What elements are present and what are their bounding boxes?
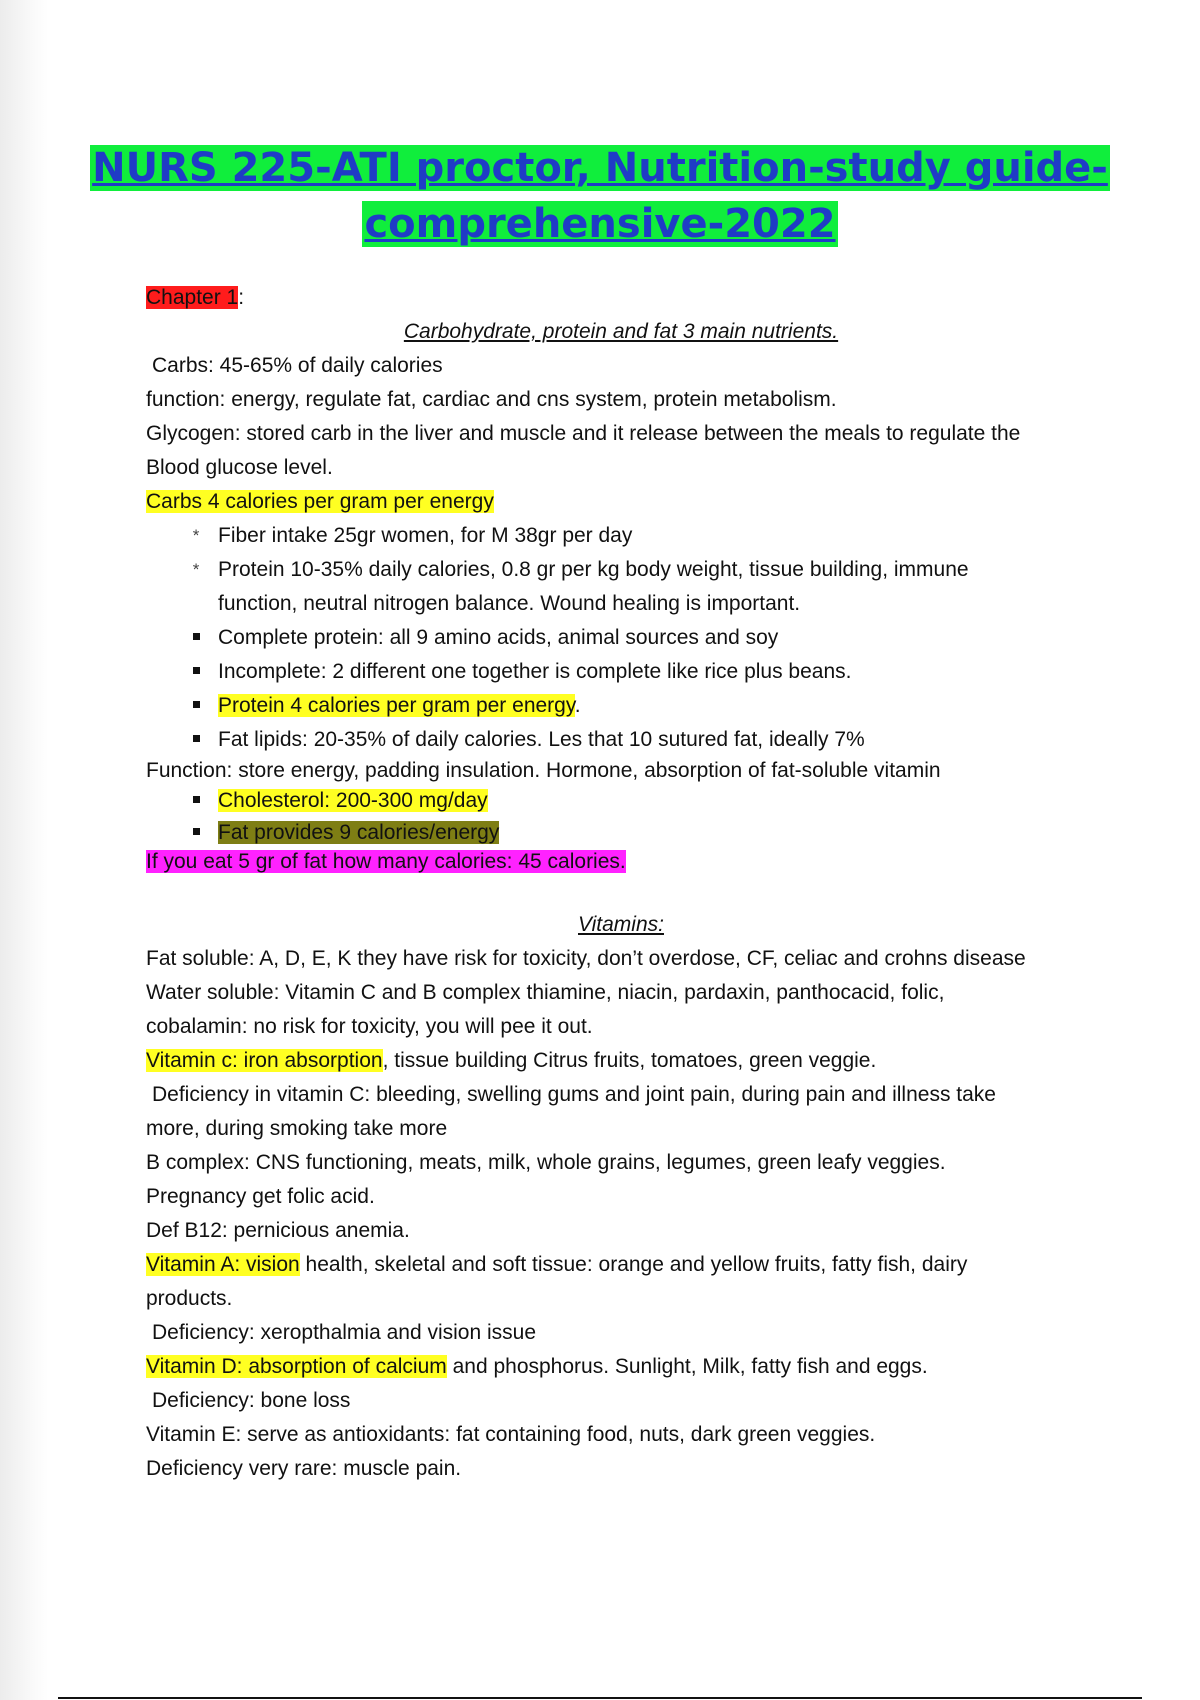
vitamin-a-highlight: Vitamin A: vision (146, 1253, 300, 1276)
chapter-colon: : (238, 286, 245, 309)
b-complex-line: B complex: CNS functioning, meats, milk, whole grains, legumes, green leafy veggies. (146, 1151, 946, 1174)
vitamin-c-deficiency-line-2: more, during smoking take more (146, 1117, 448, 1140)
vitamin-d-deficiency-line: Deficiency: bone loss (152, 1389, 351, 1412)
list-item-text: Fat lipids: 20-35% of daily calories. Les that 10 sutured fat, ideally 7% (218, 728, 865, 751)
list-item (146, 553, 1096, 587)
carbs-calories-highlight: Carbs 4 calories per gram per energy (146, 490, 494, 513)
square-list (146, 621, 1096, 757)
vitamin-e-deficiency-line: Deficiency very rare: muscle pain. (146, 1457, 462, 1480)
fat-calories-highlight: Fat provides 9 calories/energy (218, 821, 500, 844)
chapter-label (146, 281, 1096, 315)
def-b12-line: Def B12: pernicious anemia. (146, 1219, 410, 1242)
protein-calories-highlight: Protein 4 calories per gram per energy (218, 694, 575, 717)
vitamin-c-line (146, 1044, 1096, 1078)
water-soluble-line-2: cobalamin: no risk for toxicity, you will pee it out. (146, 1015, 593, 1038)
list-item (146, 519, 1096, 553)
title-line-1: NURS 225-ATI proctor, Nutrition-study guide- (92, 145, 1108, 191)
square-bullet-icon (186, 784, 206, 818)
list-item-suffix: . (574, 694, 581, 717)
square-bullet-icon (186, 689, 206, 723)
list-item (146, 621, 1096, 655)
fat-soluble-line: Fat soluble: A, D, E, K they have risk for toxicity, don’t overdose, CF, celiac and crohns disease (146, 947, 1026, 970)
carbs-line: Carbs: 45-65% of daily calories (152, 354, 443, 377)
list-item-text: Fiber intake 25gr women, for M 38gr per day (218, 524, 633, 547)
vitamin-a-line (146, 1248, 1096, 1282)
list-item (146, 689, 1096, 723)
square-bullet-icon (186, 818, 206, 848)
list-item-text: Protein 10-35% daily calories, 0.8 gr per kg body weight, tissue building, immune (218, 558, 969, 581)
list-item (146, 723, 1096, 757)
vitamin-c-deficiency-line-1: Deficiency in vitamin C: bleeding, swelling gums and joint pain, during pain and illness take (152, 1083, 996, 1106)
star-bullet-icon: * (192, 526, 200, 545)
section-heading-vitamins: Vitamins: (578, 913, 664, 936)
carbs-calories-line (146, 485, 1096, 519)
vitamin-a-deficiency-line: Deficiency: xeropthalmia and vision issue (152, 1321, 537, 1344)
vitamin-c-highlight: Vitamin c: iron absorption (146, 1049, 383, 1072)
square-bullet-icon (186, 621, 206, 655)
list-item-text: Complete protein: all 9 amino acids, animal sources and soy (218, 626, 779, 649)
list-item-continuation (146, 587, 1096, 621)
vitamin-d-line (146, 1350, 1096, 1384)
glycogen-line-1: Glycogen: stored carb in the liver and muscle and it release between the meals to regulate the (146, 422, 1021, 445)
function-line: function: energy, regulate fat, cardiac and cns system, protein metabolism. (146, 388, 837, 411)
cholesterol-highlight: Cholesterol: 200-300 mg/day (218, 789, 488, 812)
list-item-text: Incomplete: 2 different one together is complete like rice plus beans. (218, 660, 852, 683)
document-body (146, 281, 1096, 1486)
list-item (146, 818, 1096, 848)
vitamin-d-text: and phosphorus. Sunlight, Milk, fatty fish and eggs. (446, 1355, 928, 1378)
vitamin-a-line-2: products. (146, 1287, 233, 1310)
glycogen-line-2: Blood glucose level. (146, 456, 333, 479)
square-bullet-icon (186, 723, 206, 757)
water-soluble-line-1: Water soluble: Vitamin C and B complex thiamine, niacin, pardaxin, panthocacid, folic, (146, 981, 945, 1004)
fat-function-line: Function: store energy, padding insulation. Hormone, absorption of fat-soluble vitamin (146, 759, 941, 782)
chapter-highlight: Chapter 1 (146, 286, 239, 309)
list-item (146, 784, 1096, 818)
vitamin-e-line: Vitamin E: serve as antioxidants: fat containing food, nuts, dark green veggies. (146, 1423, 876, 1446)
question-line (146, 848, 1096, 875)
title-line-2: comprehensive-2022 (364, 201, 836, 247)
vitamin-c-text: , tissue building Citrus fruits, tomatoes, green veggie. (382, 1049, 877, 1072)
list-item-text: function, neutral nitrogen balance. Wound healing is important. (218, 592, 801, 615)
vitamin-d-highlight: Vitamin D: absorption of calcium (146, 1355, 447, 1378)
star-list (146, 519, 1096, 621)
vitamin-a-text: health, skeletal and soft tissue: orange and yellow fruits, fatty fish, dairy (299, 1253, 968, 1276)
square-list-2 (146, 784, 1096, 848)
square-bullet-icon (186, 655, 206, 689)
bottom-rule (58, 1697, 1142, 1699)
question-highlight: If you eat 5 gr of fat how many calories: 45 calories. (146, 850, 626, 873)
list-item (146, 655, 1096, 689)
document-title (60, 140, 1140, 252)
star-bullet-icon: * (192, 560, 200, 579)
section-heading-nutrients: Carbohydrate, protein and fat 3 main nutrients. (403, 320, 839, 343)
page-shadow (0, 0, 48, 1700)
pregnancy-line: Pregnancy get folic acid. (146, 1185, 375, 1208)
